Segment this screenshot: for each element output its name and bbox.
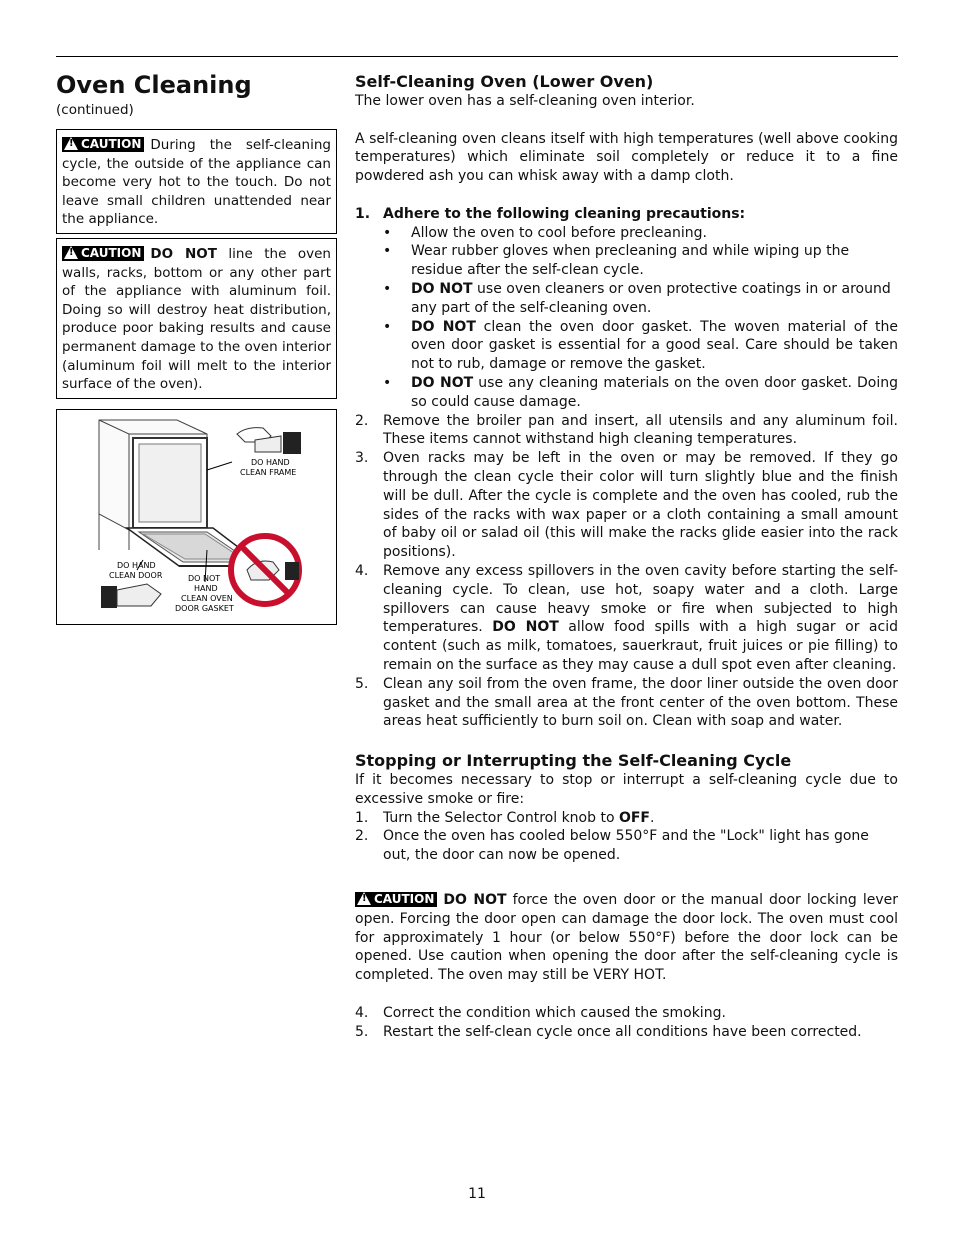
bullet-item: • DO NOT clean the oven door gasket. The woven material of the oven door gasket is essential for a good seal. Care should be taken not to rub, damage or remove the gasket. bbox=[383, 318, 898, 373]
intro-line: The lower oven has a self-cleaning oven interior. bbox=[355, 93, 695, 109]
section-heading-self-clean: Self-Cleaning Oven (Lower Oven) bbox=[355, 72, 654, 91]
caution-box-heat bbox=[56, 129, 337, 234]
glove-icon bbox=[101, 584, 161, 608]
label-door-2: CLEAN DOOR bbox=[109, 570, 163, 580]
stop-intro: If it becomes necessary to stop or interrupt a self-cleaning cycle due to excessive smoke or fire: bbox=[355, 772, 898, 807]
list-item: 4. Remove any excess spillovers in the oven cavity before starting the self-cleaning cycle. To clean, use hot, soapy water and a cloth. Large spillovers can cause heavy smoke or fire when subjected to high temperatures. DO NOT allow food spills with a high sugar or acid content (such as milk, tomatoes, sauerkraut, fruit juices or pie filling) to remain on the surface as they may cause a dull spot even after cleaning. bbox=[355, 562, 898, 673]
bullet-item: • DO NOT use oven cleaners or oven protective coatings in or around any part of the self-cleaning oven. bbox=[383, 280, 891, 316]
label-gasket-1: DO NOT bbox=[188, 573, 221, 583]
continued-note: (continued) bbox=[56, 102, 134, 118]
list-item: 3. Oven racks may be left in the oven or may be removed. If they go through the clean cycle their color will turn slightly blue and the finish will be dull. After the cycle is complete and the oven has cooled, rub the sides of the racks with wax paper or a cloth containing a small amount of baby oil or salad oil (this will make the racks glide easier into the rack positions). bbox=[355, 450, 898, 561]
caution-door: !CAUTION DO NOT force the oven door or the manual door locking lever open. Forcing the door open can damage the door lock. The oven must cool for approximately 1 hour (or below 550°F) before the door lock can be opened. Use caution when opening the door after the self-cleaning cycle is completed. The oven may still be VERY HOT. bbox=[355, 891, 898, 985]
stop-list bbox=[355, 809, 898, 865]
label-gasket-4: DOOR GASKET bbox=[175, 603, 234, 613]
caution-badge: !CAUTION bbox=[62, 246, 144, 261]
prohibited-icon bbox=[231, 536, 299, 604]
caution-badge: !CAUTION bbox=[355, 892, 437, 907]
label-frame-1: DO HAND bbox=[251, 457, 290, 467]
label-frame-2: CLEAN FRAME bbox=[240, 467, 297, 477]
bullet-item: • DO NOT use any cleaning materials on the oven door gasket. Doing so could cause damage. bbox=[383, 374, 898, 410]
bullet-item: • Wear rubber gloves when precleaning and while wiping up the residue after the self-clean cycle. bbox=[383, 243, 850, 279]
warning-icon bbox=[64, 137, 78, 150]
list-item: 5. Clean any soil from the oven frame, the door liner outside the oven door gasket and the small area at the front center of the oven bottom. These areas heat sufficiently to burn soil on. Clean with soap and water. bbox=[355, 675, 898, 730]
section-heading-stopping: Stopping or Interrupting the Self-Cleaning Cycle bbox=[355, 751, 792, 771]
oven-cleaning-diagram bbox=[57, 410, 336, 622]
list-item: 2. Once the oven has cooled below 550°F and the "Lock" light has gone out, the door can now be opened. bbox=[355, 828, 869, 864]
list-item: 1. Turn the Selector Control knob to OFF. bbox=[355, 809, 655, 826]
label-gasket-2: HAND bbox=[194, 583, 218, 593]
list-item: 2. Remove the broiler pan and insert, all utensils and any aluminum foil. These items cannot withstand high cleaning temperatures. bbox=[355, 412, 898, 448]
page-number: 11 bbox=[468, 1186, 486, 1202]
top-rule bbox=[56, 56, 898, 57]
caution-bold: DO NOT bbox=[150, 245, 217, 262]
glove-icon bbox=[237, 427, 301, 453]
caution-badge: !CAUTION bbox=[62, 137, 144, 152]
caution-box-foil bbox=[56, 238, 337, 399]
warning-icon bbox=[64, 246, 78, 259]
left-column bbox=[56, 70, 337, 625]
list-item: 5. Restart the self-clean cycle once all conditions have been corrected. bbox=[355, 1023, 862, 1040]
caution-text-heat: During the self-cleaning cycle, the outside of the appliance can become very hot to the touch. Do not leave small children unattended near the appliance. bbox=[62, 137, 331, 228]
label-gasket-3: CLEAN OVEN bbox=[181, 593, 233, 603]
intro-paragraph: A self-cleaning oven cleans itself with high temperatures (well above cooking temperatures) which eliminate soil completely or reduce it to a fine powdered ash you can whisk away with a damp cloth. bbox=[355, 130, 898, 185]
list-item: 1. Adhere to the following cleaning precautions: bbox=[355, 205, 746, 222]
list-item: 4. Correct the condition which caused the smoking. bbox=[355, 1004, 726, 1021]
label-door-1: DO HAND bbox=[117, 560, 156, 570]
warning-icon bbox=[357, 892, 371, 905]
oven-illustration bbox=[56, 409, 337, 625]
page-title: Oven Cleaning bbox=[56, 71, 252, 99]
caution-text-foil: line the oven walls, racks, bottom or any other part of the appliance with aluminum foil. Doing so will destroy heat distribution, produce poor baking results and cause permanent damage to the oven interior (aluminum foil will melt to the interior surface of the oven). bbox=[62, 245, 331, 393]
bullet-item: • Allow the oven to cool before precleaning. bbox=[383, 224, 707, 241]
restart-list bbox=[355, 1004, 898, 1042]
precautions-list bbox=[355, 205, 898, 731]
right-column bbox=[355, 72, 898, 1041]
